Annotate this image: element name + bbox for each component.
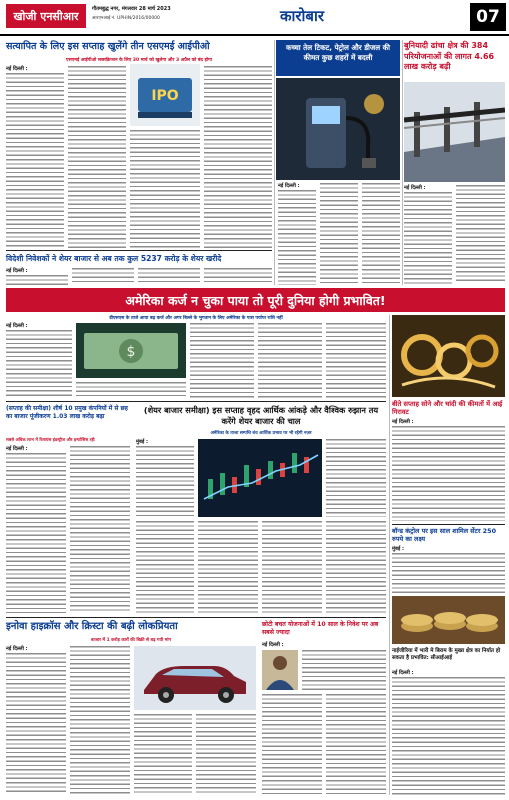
gold-byline: नई दिल्ली : [392, 419, 414, 425]
fuel-headline: कच्चा तेल टिकट, पेट्रोल और डीजल की कीमत कुछ शहरों में बदली [285, 43, 391, 62]
people-photo [262, 650, 298, 690]
market-week-body-col3 [136, 521, 194, 613]
hybrid-byline: नई दिल्ली : [6, 646, 28, 652]
small-savings-body-col3 [326, 694, 386, 795]
fuel-pump-photo [276, 78, 400, 180]
divider [6, 250, 272, 251]
us-debt-body-col2 [76, 382, 186, 398]
small-savings-body-col2 [262, 694, 322, 795]
registration-line: आरएनआई नं. UPHIN/2016/00000 [92, 16, 160, 21]
fuel-byline: नई दिल्ली : [278, 183, 300, 189]
dateline: गौतमबुद्ध नगर, मंगलवार 28 मार्च 2023 [92, 6, 171, 12]
us-debt-headline: अमेरिका कर्ज न चुका पाया तो पूरी दुनिया होगी प्रभावित! [125, 292, 386, 308]
exports-headline: नाईजीरिया में भारी मे बिराम के मुख्य क्षेत्र का निर्यात हो सकता है प्रभावित: सीआईआई [392, 648, 501, 661]
market-week-body-col2 [326, 439, 386, 517]
hybrid-body-col1 [6, 653, 66, 795]
hybrid-headline: इनोवा हाइक्रॉस और क्रिस्टा की बढ़ी लोकप्रियता [6, 621, 178, 632]
ipo-byline: नई दिल्ली : [6, 66, 28, 72]
market-week-body-col5 [262, 521, 322, 613]
mcap-headline: (सप्ताह की समीक्षा) शीर्ष 10 प्रमुख कंपनियों में से छह का बाजार पूंजीकरण 1.03 लाख करोड़ बढ़ा [6, 405, 128, 420]
exports-body [392, 677, 505, 795]
car-photo [134, 646, 256, 710]
market-week-body-col6 [326, 521, 386, 613]
market-week-body-col4 [198, 521, 258, 613]
small-savings-body-col1 [302, 650, 386, 690]
svg-text:$: $ [126, 344, 136, 360]
fuel-body-col2 [320, 183, 358, 285]
market-week-body-col1 [136, 446, 194, 516]
column-rule [389, 315, 390, 795]
infrastructure-photo [404, 82, 505, 182]
us-debt-subhead: डीएसएस के ताजे आया बढ़ कर्ज और अगर बिल्ले के भुगतान के लिए अमेरिका के पास पर्याप्त राशि नहीं [109, 316, 283, 321]
hybrid-body-col4 [196, 714, 256, 795]
mcap-body-col2 [70, 446, 130, 613]
exports-byline: नई दिल्ली : [392, 670, 414, 676]
infra-byline: नई दिल्ली : [404, 185, 426, 191]
masthead [0, 0, 509, 36]
market-week-subhead: अमेरिका के ताजा सम्पत्ति बंध आर्थिक प्रभाव पर भी रहेगी नज़र [210, 431, 312, 436]
stock-chart-photo [198, 439, 322, 517]
infra-body-col2 [456, 185, 505, 284]
column-rule [274, 40, 275, 285]
bond-byline: मुंबई : [392, 546, 405, 552]
column-rule [402, 40, 403, 285]
divider [6, 617, 386, 618]
newspaper-logo: खोजी एनसीआर [6, 4, 86, 28]
gold-headline: बीते सप्ताह सोने और चांदी की कीमतों में आई गिरावट [392, 400, 503, 417]
hybrid-body-col3 [134, 714, 192, 795]
mcap-subhead: सबसे अधिक लाभ में रिलायंस इंडस्ट्रीज और इन्फोसिस रही [6, 437, 95, 442]
fuel-body-col1 [278, 190, 316, 285]
fpi-body-col2 [72, 268, 134, 285]
small-savings-headline: छोटी बचत योजनाओं में 10 साल के निवेश पर अब सबसे ज्यादा [262, 621, 379, 636]
us-debt-body-col5 [326, 323, 386, 398]
section-title: कारोबार [280, 7, 325, 25]
ipo-photo [130, 64, 200, 126]
coins-photo [392, 596, 505, 644]
infra-body-col1 [404, 192, 452, 284]
market-week-headline: (शेयर बाजार समीक्षा) इस सप्ताह वृहद आर्थिक आंकड़े और वैश्विक रुझान तय करेंगे शेयर बाजार की चाल [143, 405, 379, 426]
ipo-subhead: एसएमई आईपीओ सब्सक्रिप्शन के लिए 30 मार्च को खुलेगा और 3 अप्रैल को बंद होगा [66, 58, 212, 63]
fuel-headline-box [276, 40, 400, 76]
us-debt-byline: नई दिल्ली : [6, 323, 28, 329]
bond-headline: बॉन्ड कंट्रोल पर इस साल शामिल सेंटर 250 रुपये का लक्ष्य [392, 527, 497, 543]
infra-headline: बुनियादी ढांचा क्षेत्र की 384 परियोजनाओं की लागत 4.66 लाख करोड़ बढ़ी [404, 41, 495, 71]
fpi-body-col1 [6, 275, 68, 285]
us-debt-body-col3 [190, 323, 254, 398]
svg-text:IPO: IPO [151, 88, 179, 104]
ipo-headline: सत्यापित के लिए इस सप्ताह खुलेंगे तीन एसएमई आईपीओ [6, 41, 210, 52]
divider [392, 524, 505, 525]
us-debt-body-col4 [258, 323, 322, 398]
mcap-body-col1 [6, 453, 66, 613]
ipo-body-col1 [6, 73, 64, 248]
fuel-body-col3 [362, 183, 400, 285]
gold-jewelry-photo [392, 315, 505, 397]
gold-body [392, 426, 505, 521]
ipo-body-col3 [130, 130, 200, 248]
market-week-byline: मुंबई : [136, 439, 149, 445]
us-debt-body-col1 [6, 330, 72, 398]
fpi-byline: नई दिल्ली : [6, 268, 28, 274]
divider [6, 401, 386, 402]
hybrid-subhead: बाजार में 1 करोड़ कारों की बिक्री से बढ़ गयी मांग [91, 638, 171, 643]
ipo-body-col2 [68, 66, 126, 248]
hybrid-body-col2 [70, 646, 130, 795]
ipo-body-col4 [204, 66, 272, 248]
us-debt-headline-banner [6, 288, 505, 312]
mcap-byline: नई दिल्ली : [6, 446, 28, 452]
bond-body [392, 553, 505, 593]
dollar-photo [76, 323, 186, 378]
small-savings-byline: नई दिल्ली : [262, 642, 284, 648]
fpi-body-col4 [204, 268, 272, 285]
page-number: 07 [470, 3, 506, 31]
fpi-body-col3 [138, 268, 200, 285]
fpi-headline: विदेशी निवेशकों ने शेयर बाजार से अब तक कुल 5237 करोड़ के शेयर खरीदे [6, 254, 222, 263]
